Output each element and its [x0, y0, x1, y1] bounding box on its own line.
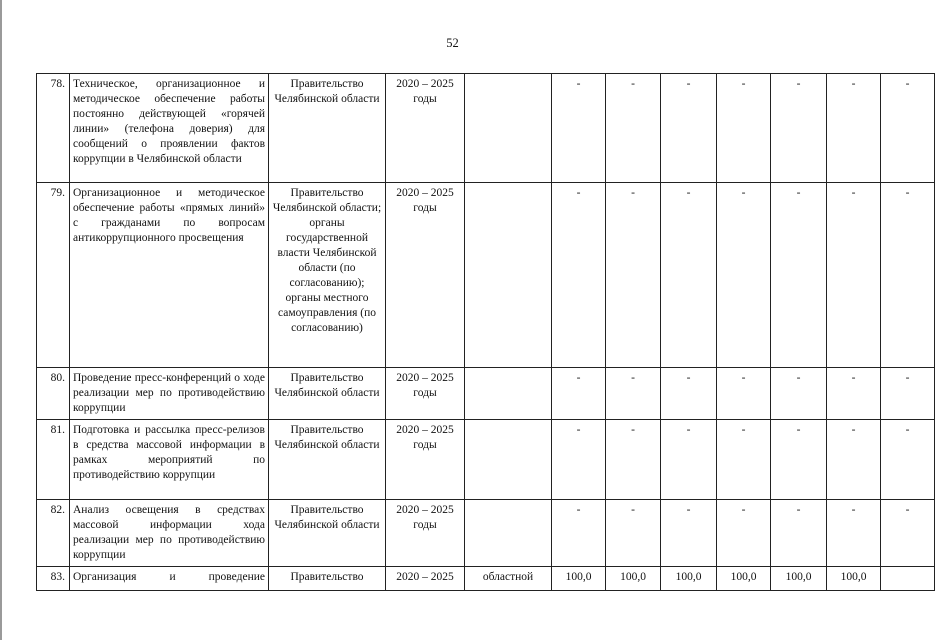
term-cell: 2020 – 2025 [386, 567, 465, 591]
row-number: 83. [37, 567, 70, 591]
term-cell: 2020 – 2025 годы [386, 500, 465, 567]
value-cell: - [717, 368, 771, 420]
value-cell: - [771, 183, 827, 368]
value-cell [881, 567, 935, 591]
value-cell: - [606, 500, 661, 567]
table-row-79 [37, 183, 935, 368]
value-cell: - [717, 420, 771, 500]
executor-cell: Правительство Челябинской области; органы государственной власти Челябинской области (по согласованию); органы местного самоуправления (по согласованию) [269, 183, 386, 368]
value-cell: - [827, 183, 881, 368]
table-row-78 [37, 74, 935, 183]
value-cell: 100,0 [717, 567, 771, 591]
measure-description [70, 567, 269, 591]
value-cell: - [717, 500, 771, 567]
value-cell: - [827, 368, 881, 420]
executor-cell: Правительство Челябинской области [269, 368, 386, 420]
value-cell: 100,0 [661, 567, 717, 591]
value-cell: - [552, 74, 606, 183]
value-cell: - [552, 368, 606, 420]
value-cell: - [827, 74, 881, 183]
executor-cell: Правительство Челябинской области [269, 74, 386, 183]
measures-table [36, 73, 935, 591]
row-number: 78. [37, 74, 70, 183]
value-cell: - [771, 74, 827, 183]
table-row-82 [37, 500, 935, 567]
value-cell: - [606, 74, 661, 183]
funding-source-cell [465, 420, 552, 500]
description-word: Организация [73, 571, 137, 583]
row-number: 81. [37, 420, 70, 500]
value-cell: - [881, 420, 935, 500]
funding-source-cell [465, 500, 552, 567]
value-cell: 100,0 [827, 567, 881, 591]
value-cell: - [771, 420, 827, 500]
funding-source-cell [465, 368, 552, 420]
row-number: 80. [37, 368, 70, 420]
term-cell: 2020 – 2025 годы [386, 420, 465, 500]
table-row-80 [37, 368, 935, 420]
funding-source-cell: областной [465, 567, 552, 591]
term-cell: 2020 – 2025 годы [386, 183, 465, 368]
value-cell: - [661, 74, 717, 183]
measure-description: Организационное и методическое обеспечение работы «прямых линий» с гражданами по вопросам антикоррупционного просвещения [70, 183, 269, 368]
value-cell: 100,0 [771, 567, 827, 591]
value-cell: - [661, 420, 717, 500]
value-cell: - [717, 183, 771, 368]
value-cell: - [661, 183, 717, 368]
table-row-83 [37, 567, 935, 591]
value-cell: - [606, 420, 661, 500]
measure-description: Проведение пресс-конференций о ходе реализации мер по противодействию коррупции [70, 368, 269, 420]
description-word: и [169, 571, 176, 583]
measure-description: Анализ освещения в средствах массовой информации хода реализации мер по противодействию коррупции [70, 500, 269, 567]
page-left-edge [0, 0, 2, 640]
measure-description: Подготовка и рассылка пресс-релизов в средства массовой информации в рамках мероприятий по противодействию коррупции [70, 420, 269, 500]
value-cell: - [717, 74, 771, 183]
value-cell: - [827, 500, 881, 567]
value-cell: - [881, 500, 935, 567]
value-cell: - [881, 74, 935, 183]
term-cell: 2020 – 2025 годы [386, 368, 465, 420]
value-cell: - [771, 368, 827, 420]
value-cell: - [606, 368, 661, 420]
table-row-81 [37, 420, 935, 500]
value-cell: 100,0 [552, 567, 606, 591]
value-cell: - [552, 500, 606, 567]
value-cell: - [881, 183, 935, 368]
description-word: проведение [208, 571, 265, 583]
row-number: 82. [37, 500, 70, 567]
page-number: 52 [446, 36, 459, 50]
executor-cell: Правительство Челябинской области [269, 500, 386, 567]
row-number: 79. [37, 183, 70, 368]
funding-source-cell [465, 183, 552, 368]
value-cell: - [552, 183, 606, 368]
value-cell: - [827, 420, 881, 500]
measure-description: Техническое, организационное и методическое обеспечение работы постоянно действующей «горячей линии» (телефона доверия) для сообщений о проявлении фактов коррупции в Челябинской области [70, 74, 269, 183]
value-cell: - [606, 183, 661, 368]
value-cell: 100,0 [606, 567, 661, 591]
funding-source-cell [465, 74, 552, 183]
value-cell: - [881, 368, 935, 420]
value-cell: - [552, 420, 606, 500]
value-cell: - [661, 368, 717, 420]
executor-cell: Правительство Челябинской области [269, 420, 386, 500]
executor-cell: Правительство [269, 567, 386, 591]
term-cell: 2020 – 2025 годы [386, 74, 465, 183]
value-cell: - [771, 500, 827, 567]
value-cell: - [661, 500, 717, 567]
